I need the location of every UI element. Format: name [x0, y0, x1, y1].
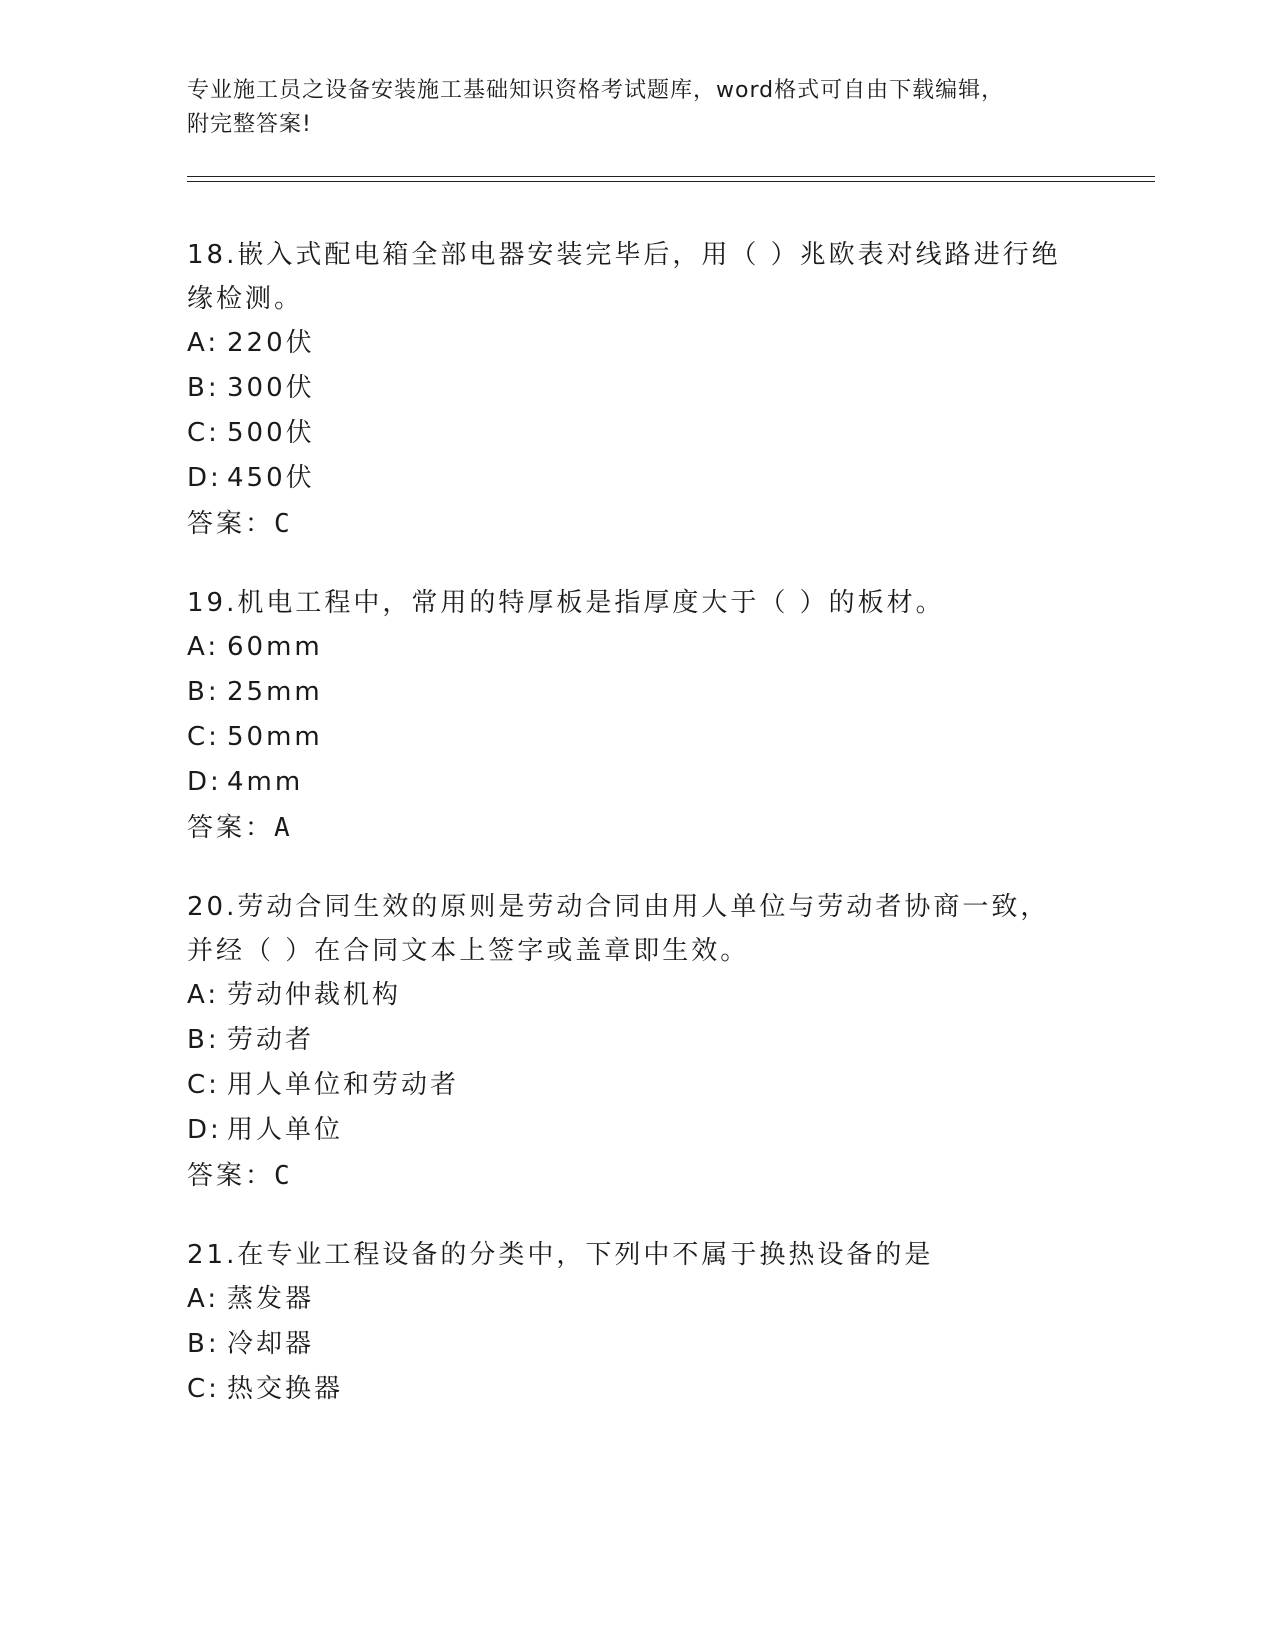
question-stem: 18.嵌入式配电箱全部电器安装完毕后，用（ ）兆欧表对线路进行绝缘检测。	[187, 240, 1061, 314]
option-letter: A:	[187, 1284, 220, 1314]
option-text: 蒸发器	[227, 1284, 315, 1314]
answer-line	[187, 501, 1087, 547]
question-21	[187, 1233, 1087, 1412]
option-letter: B:	[187, 677, 220, 707]
option-letter: D:	[187, 767, 222, 797]
option-b	[187, 1322, 1087, 1367]
option-letter: A:	[187, 980, 220, 1010]
header-divider-bottom	[187, 181, 1155, 182]
option-a	[187, 321, 1087, 366]
option-text: 25mm	[227, 677, 323, 707]
answer-label: 答案：	[187, 509, 275, 539]
question-stem: 21.在专业工程设备的分类中，下列中不属于换热设备的是	[187, 1240, 934, 1270]
option-a	[187, 625, 1087, 670]
document-header	[187, 74, 1087, 142]
option-d	[187, 1108, 1087, 1153]
option-text: 劳动者	[227, 1025, 315, 1055]
option-letter: C:	[187, 1374, 220, 1404]
option-letter: B:	[187, 373, 220, 403]
question-stem: 20.劳动合同生效的原则是劳动合同由用人单位与劳动者协商一致，并经（ ）在合同文本上签字或盖章即生效。	[187, 892, 1050, 966]
question-18	[187, 233, 1087, 547]
option-b	[187, 1018, 1087, 1063]
option-text: 热交换器	[227, 1374, 344, 1404]
option-text: 劳动仲裁机构	[227, 980, 402, 1010]
option-letter: C:	[187, 418, 220, 448]
option-c	[187, 411, 1087, 456]
option-b	[187, 670, 1087, 715]
answer-line	[187, 1153, 1087, 1199]
option-text: 4mm	[227, 767, 304, 797]
option-text: 500伏	[227, 418, 315, 448]
option-text: 300伏	[227, 373, 315, 403]
answer-label: 答案：	[187, 1161, 275, 1191]
option-letter: B:	[187, 1025, 220, 1055]
question-20	[187, 885, 1087, 1199]
answer-value: C	[274, 509, 293, 539]
option-c	[187, 715, 1087, 760]
header-line-1: 专业施工员之设备安装施工基础知识资格考试题库，word格式可自由下载编辑，	[187, 78, 1005, 103]
option-letter: C:	[187, 1070, 220, 1100]
option-a	[187, 1277, 1087, 1322]
question-list	[187, 233, 1087, 1446]
option-text: 60mm	[227, 632, 323, 662]
question-19	[187, 581, 1087, 851]
option-letter: A:	[187, 632, 220, 662]
option-c	[187, 1063, 1087, 1108]
answer-value: C	[274, 1161, 293, 1191]
option-text: 用人单位	[227, 1115, 344, 1145]
option-a	[187, 973, 1087, 1018]
option-text: 冷却器	[227, 1329, 315, 1359]
option-d	[187, 760, 1087, 805]
option-letter: C:	[187, 722, 220, 752]
option-letter: D:	[187, 1115, 222, 1145]
option-letter: A:	[187, 328, 220, 358]
header-divider-top	[187, 176, 1155, 177]
option-d	[187, 456, 1087, 501]
answer-label: 答案：	[187, 813, 275, 843]
answer-value: A	[274, 813, 293, 843]
option-letter: B:	[187, 1329, 220, 1359]
header-line-2: 附完整答案!	[187, 112, 312, 137]
option-c	[187, 1367, 1087, 1412]
option-text: 50mm	[227, 722, 323, 752]
option-letter: D:	[187, 463, 222, 493]
option-text: 用人单位和劳动者	[227, 1070, 460, 1100]
option-text: 450伏	[227, 463, 315, 493]
option-text: 220伏	[227, 328, 315, 358]
question-stem: 19.机电工程中，常用的特厚板是指厚度大于（ ）的板材。	[187, 588, 945, 618]
option-b	[187, 366, 1087, 411]
answer-line	[187, 805, 1087, 851]
